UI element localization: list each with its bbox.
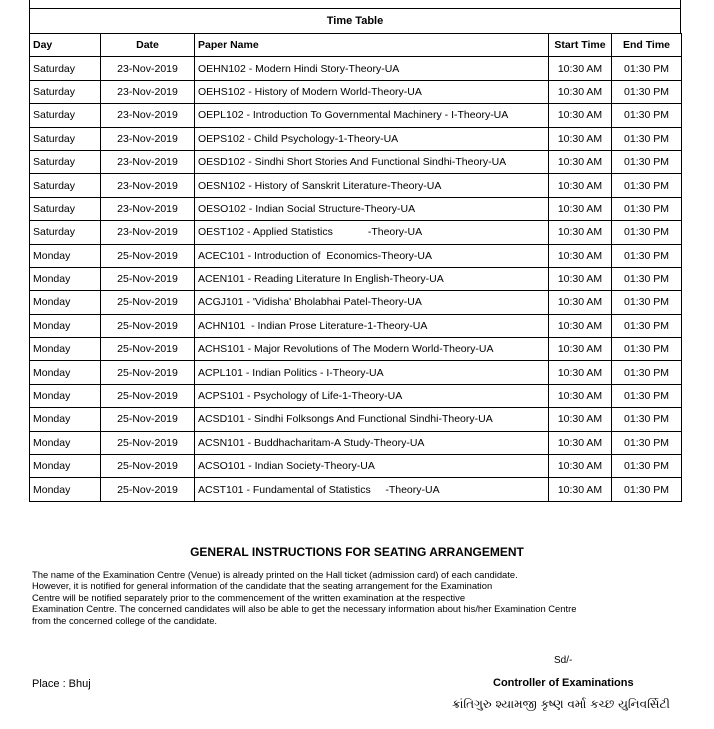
cell-date: 23-Nov-2019: [101, 127, 195, 150]
cell-start-time: 10:30 AM: [549, 150, 612, 173]
cell-date: 25-Nov-2019: [101, 384, 195, 407]
cell-date: 25-Nov-2019: [101, 314, 195, 337]
cell-day: Monday: [30, 361, 101, 384]
cell-start-time: 10:30 AM: [549, 338, 612, 361]
cell-date: 25-Nov-2019: [101, 338, 195, 361]
cell-date: 23-Nov-2019: [101, 57, 195, 80]
cell-date: 25-Nov-2019: [101, 408, 195, 431]
cell-paper-name: ACEC101 - Introduction of Economics-Theory-UA: [195, 244, 549, 267]
table-row: [30, 408, 682, 431]
place: Place : Bhuj: [32, 678, 91, 690]
cell-paper-name: ACSO101 - Indian Society-Theory-UA: [195, 455, 549, 478]
table-row: [30, 221, 682, 244]
cell-day: Monday: [30, 314, 101, 337]
instructions-title: GENERAL INSTRUCTIONS FOR SEATING ARRANGEMENT: [190, 545, 524, 559]
table-row: [30, 80, 682, 103]
cell-paper-name: ACHS101 - Major Revolutions of The Modern World-Theory-UA: [195, 338, 549, 361]
cell-start-time: 10:30 AM: [549, 431, 612, 454]
cell-date: 23-Nov-2019: [101, 104, 195, 127]
cell-end-time: 01:30 PM: [612, 57, 682, 80]
cell-end-time: 01:30 PM: [612, 127, 682, 150]
cell-day: Saturday: [30, 80, 101, 103]
cell-date: 25-Nov-2019: [101, 478, 195, 501]
instruction-line: Examination Centre. The concerned candidates will also be able to get the necessary information about his/her Examination Centre: [32, 603, 577, 615]
header-start-time: Start Time: [549, 34, 612, 57]
table-row: [30, 150, 682, 173]
cell-end-time: 01:30 PM: [612, 174, 682, 197]
cell-end-time: 01:30 PM: [612, 408, 682, 431]
table-row: [30, 104, 682, 127]
cell-start-time: 10:30 AM: [549, 408, 612, 431]
cell-start-time: 10:30 AM: [549, 267, 612, 290]
cell-start-time: 10:30 AM: [549, 478, 612, 501]
cell-start-time: 10:30 AM: [549, 221, 612, 244]
table-row: [30, 384, 682, 407]
cell-day: Monday: [30, 408, 101, 431]
instruction-line: However, it is notified for general information of the candidate that the seating arrangement for the Examination: [32, 580, 493, 592]
table-row: [30, 244, 682, 267]
cell-paper-name: OEHS102 - History of Modern World-Theory-UA: [195, 80, 549, 103]
cell-start-time: 10:30 AM: [549, 314, 612, 337]
cell-day: Monday: [30, 244, 101, 267]
cell-day: Monday: [30, 291, 101, 314]
timetable: [29, 33, 682, 502]
cell-paper-name: ACST101 - Fundamental of Statistics -Theory-UA: [195, 478, 549, 501]
header-end-time: End Time: [612, 34, 682, 57]
signature-mark: Sd/-: [554, 655, 573, 666]
cell-end-time: 01:30 PM: [612, 361, 682, 384]
timetable-body: [30, 57, 682, 501]
cell-date: 25-Nov-2019: [101, 361, 195, 384]
cell-day: Monday: [30, 455, 101, 478]
cell-paper-name: OESD102 - Sindhi Short Stories And Functional Sindhi-Theory-UA: [195, 150, 549, 173]
cell-end-time: 01:30 PM: [612, 104, 682, 127]
cell-paper-name: OEST102 - Applied Statistics -Theory-UA: [195, 221, 549, 244]
cell-end-time: 01:30 PM: [612, 384, 682, 407]
instruction-line: Centre will be notified separately prior to the commencement of the written examination at the respective: [32, 591, 466, 603]
table-row: [30, 431, 682, 454]
cell-start-time: 10:30 AM: [549, 127, 612, 150]
cell-date: 23-Nov-2019: [101, 80, 195, 103]
cell-date: 23-Nov-2019: [101, 174, 195, 197]
table-row: [30, 455, 682, 478]
cell-day: Monday: [30, 384, 101, 407]
cell-paper-name: ACHN101 - Indian Prose Literature-1-Theory-UA: [195, 314, 549, 337]
instructions-body: [32, 569, 672, 626]
cell-end-time: 01:30 PM: [612, 455, 682, 478]
cell-paper-name: ACEN101 - Reading Literature In English-Theory-UA: [195, 267, 549, 290]
table-row: [30, 57, 682, 80]
cell-day: Saturday: [30, 104, 101, 127]
cell-end-time: 01:30 PM: [612, 478, 682, 501]
cell-date: 25-Nov-2019: [101, 431, 195, 454]
cell-paper-name: ACPL101 - Indian Politics - I-Theory-UA: [195, 361, 549, 384]
cell-start-time: 10:30 AM: [549, 455, 612, 478]
table-row: [30, 267, 682, 290]
cell-paper-name: ACSD101 - Sindhi Folksongs And Functional Sindhi-Theory-UA: [195, 408, 549, 431]
cell-end-time: 01:30 PM: [612, 197, 682, 220]
instruction-line: The name of the Examination Centre (Venue) is already printed on the Hall ticket (admission card) of each candidate.: [32, 569, 518, 580]
cell-day: Saturday: [30, 197, 101, 220]
table-row: [30, 197, 682, 220]
cell-day: Saturday: [30, 127, 101, 150]
cell-day: Monday: [30, 267, 101, 290]
cell-end-time: 01:30 PM: [612, 150, 682, 173]
cell-start-time: 10:30 AM: [549, 244, 612, 267]
cell-start-time: 10:30 AM: [549, 80, 612, 103]
cell-date: 23-Nov-2019: [101, 150, 195, 173]
cell-paper-name: OEHN102 - Modern Hindi Story-Theory-UA: [195, 57, 549, 80]
cell-end-time: 01:30 PM: [612, 314, 682, 337]
cell-end-time: 01:30 PM: [612, 431, 682, 454]
controller-of-examinations: Controller of Examinations: [493, 677, 634, 689]
cell-start-time: 10:30 AM: [549, 104, 612, 127]
instruction-line: from the concerned college of the candidate.: [32, 614, 218, 626]
cell-date: 25-Nov-2019: [101, 267, 195, 290]
cell-date: 25-Nov-2019: [101, 455, 195, 478]
cell-start-time: 10:30 AM: [549, 197, 612, 220]
cell-date: 23-Nov-2019: [101, 197, 195, 220]
table-row: [30, 338, 682, 361]
table-row: [30, 478, 682, 501]
table-row: [30, 127, 682, 150]
table-top-border: [29, 0, 681, 8]
cell-day: Saturday: [30, 57, 101, 80]
cell-end-time: 01:30 PM: [612, 244, 682, 267]
header-day: Day: [30, 34, 101, 57]
cell-end-time: 01:30 PM: [612, 221, 682, 244]
cell-paper-name: OESO102 - Indian Social Structure-Theory-UA: [195, 197, 549, 220]
cell-end-time: 01:30 PM: [612, 267, 682, 290]
cell-day: Monday: [30, 431, 101, 454]
cell-day: Saturday: [30, 174, 101, 197]
cell-paper-name: OESN102 - History of Sanskrit Literature-Theory-UA: [195, 174, 549, 197]
header-date: Date: [101, 34, 195, 57]
cell-paper-name: OEPS102 - Child Psychology-1-Theory-UA: [195, 127, 549, 150]
cell-start-time: 10:30 AM: [549, 291, 612, 314]
cell-paper-name: OEPL102 - Introduction To Governmental Machinery - I-Theory-UA: [195, 104, 549, 127]
table-header-row: [30, 34, 682, 57]
cell-end-time: 01:30 PM: [612, 80, 682, 103]
cell-day: Saturday: [30, 150, 101, 173]
table-row: [30, 174, 682, 197]
cell-start-time: 10:30 AM: [549, 384, 612, 407]
cell-end-time: 01:30 PM: [612, 291, 682, 314]
timetable-title: Time Table: [29, 8, 681, 34]
table-row: [30, 361, 682, 384]
cell-paper-name: ACSN101 - Buddhacharitam-A Study-Theory-UA: [195, 431, 549, 454]
cell-day: Saturday: [30, 221, 101, 244]
cell-date: 23-Nov-2019: [101, 221, 195, 244]
table-row: [30, 291, 682, 314]
cell-date: 25-Nov-2019: [101, 244, 195, 267]
cell-day: Monday: [30, 478, 101, 501]
cell-paper-name: ACGJ101 - 'Vidisha' Bholabhai Patel-Theory-UA: [195, 291, 549, 314]
cell-end-time: 01:30 PM: [612, 338, 682, 361]
cell-start-time: 10:30 AM: [549, 361, 612, 384]
cell-date: 25-Nov-2019: [101, 291, 195, 314]
cell-start-time: 10:30 AM: [549, 57, 612, 80]
table-row: [30, 314, 682, 337]
university-name: ક્રાંતિગુરુ શ્યામજી કૃષ્ણ વર્મા કચ્છ યુનિવર્સિટી: [452, 697, 670, 711]
cell-day: Monday: [30, 338, 101, 361]
cell-start-time: 10:30 AM: [549, 174, 612, 197]
cell-paper-name: ACPS101 - Psychology of Life-1-Theory-UA: [195, 384, 549, 407]
header-paper-name: Paper Name: [195, 34, 549, 57]
